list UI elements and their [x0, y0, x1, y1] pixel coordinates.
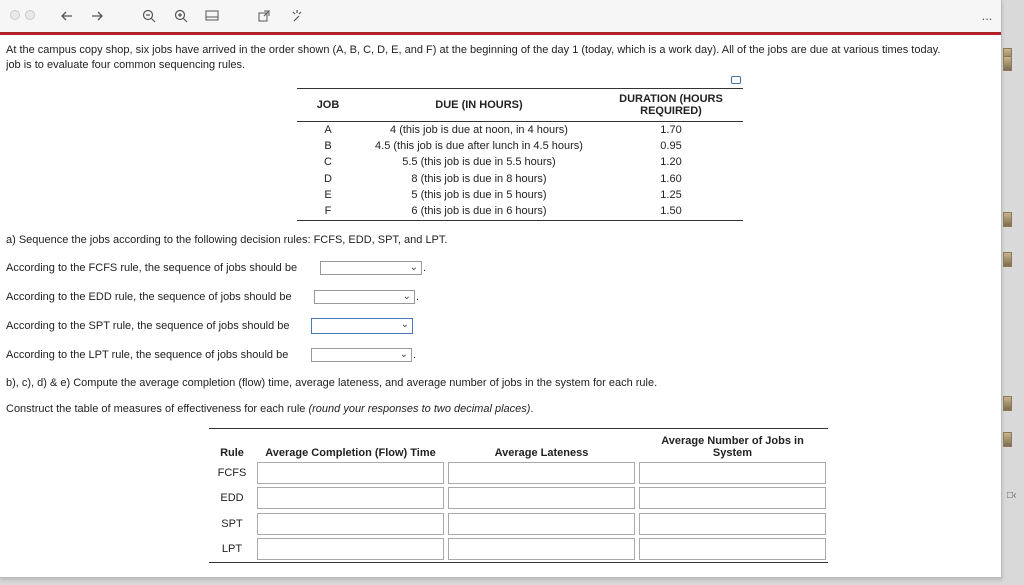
- table-row: [297, 122, 743, 139]
- due-cell: 4.5 (this job is due after lunch in 4.5 hours): [375, 139, 583, 152]
- intro-line-2: job is to evaluate four common sequencing rules.: [6, 59, 246, 71]
- fcfs-flow-time-input[interactable]: [257, 462, 444, 484]
- window-control-dot[interactable]: [25, 10, 35, 20]
- table-row: [209, 537, 828, 563]
- desktop-file-icon[interactable]: [1003, 432, 1012, 447]
- intro-line-1: At the campus copy shop, six jobs have arrived in the order shown (A, B, C, D, E, and F) at the beginning of the day 1 (today, which is a work day). All of the jobs are due at various times today.: [6, 44, 941, 56]
- zoom-in-icon[interactable]: [174, 7, 188, 25]
- period: .: [416, 291, 420, 303]
- lpt-sequence-select[interactable]: [311, 348, 412, 362]
- flow-time-header: Average Completion (Flow) Time: [255, 429, 446, 461]
- duration-header-line-1: DURATION (HOURS: [619, 93, 723, 105]
- desktop-file-icon[interactable]: [1003, 252, 1012, 267]
- job-cell: F: [297, 203, 359, 220]
- due-header: DUE (IN HOURS): [359, 89, 599, 122]
- job-cell: E: [324, 188, 332, 201]
- share-icon[interactable]: [257, 7, 271, 25]
- job-cell: A: [324, 123, 332, 136]
- table-row: [297, 155, 743, 171]
- table-row: [297, 171, 743, 187]
- spt-jobs-input[interactable]: [639, 513, 826, 535]
- job-cell: B: [324, 139, 332, 152]
- desktop-file-icon[interactable]: [1003, 56, 1012, 71]
- period: .: [423, 262, 427, 274]
- fcfs-question: According to the FCFS rule, the sequence of jobs should be: [6, 262, 298, 274]
- construct-suffix: .: [530, 403, 534, 415]
- lpt-jobs-input[interactable]: [639, 538, 826, 560]
- edd-flow-time-input[interactable]: [257, 487, 444, 509]
- construct-prefix: Construct the table of measures of effectiveness for each rule: [6, 403, 309, 415]
- lpt-question: According to the LPT rule, the sequence of jobs should be: [6, 349, 289, 361]
- desktop-file-icon[interactable]: [1003, 396, 1012, 411]
- due-cell: 4 (this job is due at noon, in 4 hours): [390, 123, 568, 136]
- part-a-instruction: a) Sequence the jobs according to the following decision rules: FCFS, EDD, SPT, and LPT.: [6, 234, 448, 246]
- chevron-down-icon: ⌄: [399, 349, 408, 360]
- table-row: [297, 138, 743, 154]
- table-row: [209, 486, 828, 512]
- window-control-dot[interactable]: [10, 10, 20, 20]
- rule-header: Rule: [209, 429, 255, 461]
- sidebar-icon[interactable]: [205, 7, 219, 25]
- rule-label: EDD: [220, 492, 244, 505]
- jobs-header-line-1: Average Number of Jobs in: [661, 435, 804, 447]
- spt-flow-time-input[interactable]: [257, 513, 444, 535]
- intro-text: [6, 43, 1001, 73]
- construct-instruction: [6, 402, 533, 416]
- desktop-label: □‹: [1007, 490, 1017, 501]
- rule-label: FCFS: [217, 466, 247, 479]
- edd-question: According to the EDD rule, the sequence of jobs should be: [6, 291, 292, 303]
- duration-header: [599, 89, 743, 122]
- copy-icon[interactable]: [731, 76, 741, 84]
- table-row: [209, 511, 828, 537]
- period: .: [413, 349, 417, 361]
- more-button[interactable]: ...: [981, 8, 993, 23]
- jobs-header-line-2: System: [712, 447, 753, 459]
- job-cell: D: [324, 172, 332, 185]
- rule-label: SPT: [221, 517, 243, 530]
- fcfs-lateness-input[interactable]: [448, 462, 635, 484]
- duration-cell: 1.25: [660, 188, 682, 201]
- duration-header-line-2: REQUIRED): [640, 105, 702, 117]
- chevron-down-icon: ⌄: [409, 262, 418, 273]
- desktop-file-icon[interactable]: [1003, 212, 1012, 227]
- due-cell: 8 (this job is due in 8 hours): [411, 172, 547, 185]
- spt-sequence-select[interactable]: [311, 318, 413, 334]
- duration-cell: 1.20: [660, 156, 682, 169]
- edd-lateness-input[interactable]: [448, 487, 635, 509]
- lpt-lateness-input[interactable]: [448, 538, 635, 560]
- zoom-out-icon[interactable]: [142, 7, 156, 25]
- duration-cell: 1.60: [660, 172, 682, 185]
- duration-cell: 0.95: [660, 139, 682, 152]
- table-row: [209, 460, 828, 486]
- jobs-table: [297, 88, 743, 221]
- edd-sequence-select[interactable]: [314, 290, 415, 304]
- chevron-down-icon: ⌄: [402, 291, 411, 302]
- table-row: [297, 187, 743, 203]
- spt-lateness-input[interactable]: [448, 513, 635, 535]
- back-arrow-icon[interactable]: [60, 7, 74, 25]
- edd-jobs-input[interactable]: [639, 487, 826, 509]
- fcfs-sequence-select[interactable]: [320, 261, 422, 275]
- fcfs-jobs-input[interactable]: [639, 462, 826, 484]
- effectiveness-table: [209, 428, 828, 563]
- lpt-flow-time-input[interactable]: [257, 538, 444, 560]
- rule-label: LPT: [209, 537, 255, 563]
- markup-icon[interactable]: [290, 7, 304, 25]
- table-row: [297, 203, 743, 220]
- due-cell: 6 (this job is due in 6 hours): [359, 203, 599, 220]
- job-cell: C: [324, 156, 332, 169]
- forward-arrow-icon[interactable]: [90, 7, 104, 25]
- toolbar: [0, 0, 1001, 33]
- accent-bar: [0, 32, 1001, 35]
- duration-cell: 1.70: [660, 123, 682, 136]
- duration-cell: 1.50: [599, 203, 743, 220]
- part-b-instruction: b), c), d) & e) Compute the average completion (flow) time, average lateness, and average number of jobs in the system for each rule.: [6, 377, 658, 389]
- chevron-down-icon: ⌄: [400, 319, 409, 330]
- job-header: JOB: [297, 89, 359, 122]
- due-cell: 5 (this job is due in 5 hours): [411, 188, 547, 201]
- construct-italic: (round your responses to two decimal places): [308, 403, 531, 415]
- spt-question: According to the SPT rule, the sequence of jobs should be: [6, 320, 290, 332]
- jobs-in-system-header: [637, 429, 828, 461]
- due-cell: 5.5 (this job is due in 5.5 hours): [402, 156, 556, 169]
- lateness-header: Average Lateness: [446, 429, 637, 461]
